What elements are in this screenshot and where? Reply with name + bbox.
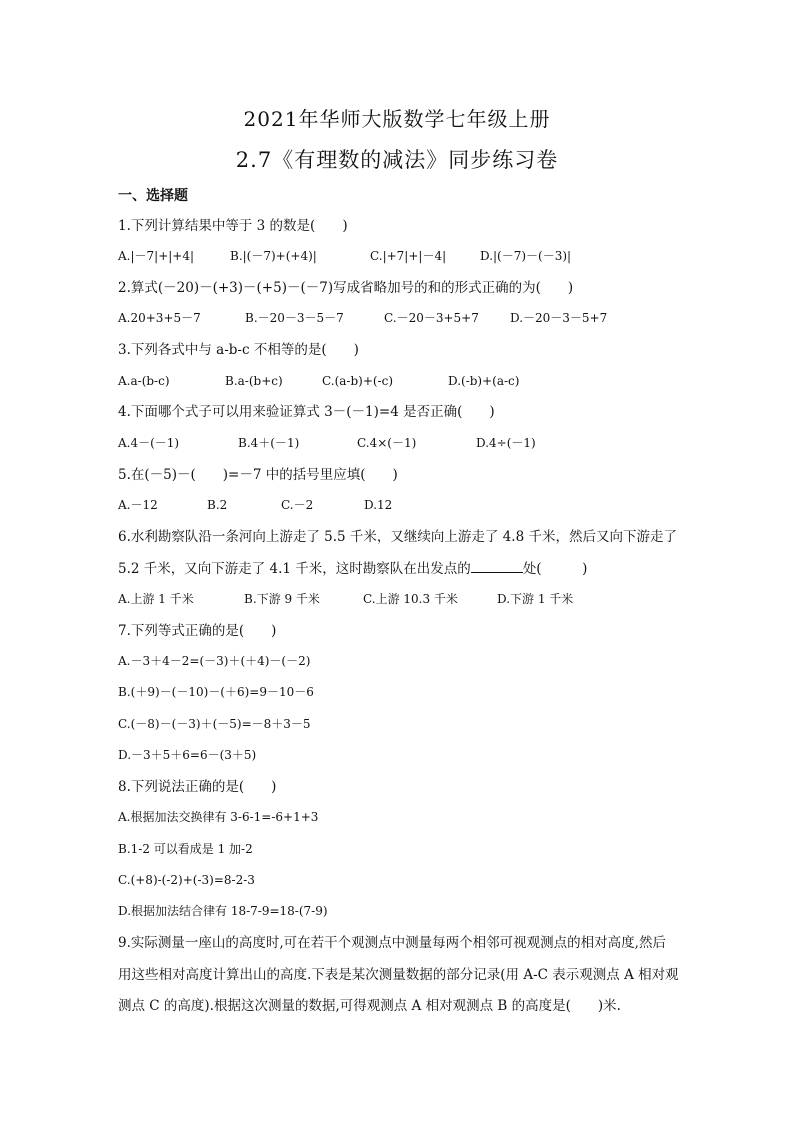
option-c: C.(a-b)+(-c) — [322, 374, 394, 388]
question-6-stem-line2 — [118, 560, 587, 578]
question-8-option-c: C.(+8)-(-2)+(-3)=8-2-3 — [118, 873, 255, 887]
question-2-stem: 2.算式(－20)－(+3)－(+5)－(－7)写成省略加号的和的形式正确的为( ) — [118, 280, 574, 296]
option-b: B.|(－7)+(+4)| — [230, 249, 317, 263]
question-8-option-a: A.根据加法交换律有 3-6-1=-6+1+3 — [118, 810, 319, 824]
option-a: A.|－7|+|+4| — [118, 249, 195, 263]
option-c: C.|+7|+|－4| — [370, 249, 447, 263]
option-a: A.20+3+5－7 — [118, 311, 201, 325]
question-8-option-b: B.1-2 可以看成是 1 加-2 — [118, 842, 253, 856]
document-title: 2021年华师大版数学七年级上册 — [243, 107, 551, 131]
question-7-option-a: A.－3＋4－2=(－3)＋(＋4)－(－2) — [118, 654, 311, 668]
option-d: D.－20－3－5+7 — [510, 311, 608, 325]
question-4-stem: 4.下面哪个式子可以用来验证算式 3－(－1)=4 是否正确( ) — [118, 404, 495, 420]
question-8-stem: 8.下列说法正确的是( ) — [118, 779, 277, 795]
question-6-stem-tail: 处( ) — [522, 561, 588, 577]
option-d: D.|(－7)－(－3)| — [480, 249, 572, 263]
question-7-stem: 7.下列等式正确的是( ) — [118, 623, 277, 639]
option-c: C.上游 10.3 千米 — [363, 592, 458, 606]
question-9-stem-line1: 9.实际测量一座山的高度时,可在若干个观测点中测量每两个相邻可视观测点的相对高度,然后 — [118, 935, 666, 951]
question-7-option-d: D.－3＋5＋6=6－(3＋5) — [118, 748, 257, 762]
question-7-option-b: B.(＋9)－(－10)－(＋6)=9－10－6 — [118, 685, 314, 699]
option-d: D.12 — [364, 498, 393, 512]
question-1-stem: 1.下列计算结果中等于 3 的数是( ) — [118, 218, 348, 234]
option-d: D.下游 1 千米 — [497, 592, 574, 606]
question-6-stem-line1: 6.水利勘察队沿一条河向上游走了 5.5 千米，又继续向上游走了 4.8 千米，然后又向下游走了 — [118, 529, 677, 545]
question-3-stem: 3.下列各式中与 a-b-c 不相等的是( ) — [118, 342, 359, 358]
option-c: C.4×(－1) — [357, 436, 417, 450]
document-subtitle: 2.7《有理数的减法》同步练习卷 — [235, 148, 559, 172]
option-b: B.4＋(－1) — [238, 436, 300, 450]
option-b: B.下游 9 千米 — [244, 592, 320, 606]
option-b: B.－20－3－5－7 — [245, 311, 344, 325]
option-b: B.2 — [207, 498, 228, 512]
section-heading: 一、选择题 — [118, 188, 188, 204]
option-a: A.－12 — [118, 498, 158, 512]
question-7-option-c: C.(－8)－(－3)＋(－5)=－8＋3－5 — [118, 717, 311, 731]
option-a: A.4－(－1) — [118, 436, 180, 450]
option-a: A.上游 1 千米 — [118, 592, 194, 606]
option-d: D.4÷(－1) — [476, 436, 536, 450]
question-5-stem: 5.在(－5)－( )=－7 中的括号里应填( ) — [118, 467, 398, 483]
question-8-option-d: D.根据加法结合律有 18-7-9=18-(7-9) — [118, 904, 328, 918]
option-d: D.(-b)+(a-c) — [448, 374, 520, 388]
option-a: A.a-(b-c) — [118, 374, 170, 388]
question-9-stem-line2: 用这些相对高度计算出山的高度.下表是某次测量数据的部分记录(用 A-C 表示观测点 A 相对观 — [118, 967, 679, 983]
option-c: C.－20－3+5+7 — [384, 311, 479, 325]
answer-blank — [471, 560, 523, 573]
question-9-stem-line3: 测点 C 的高度).根据这次测量的数据,可得观测点 A 相对观测点 B 的高度是( )米. — [118, 998, 621, 1014]
option-c: C.－2 — [281, 498, 314, 512]
option-b: B.a-(b+c) — [225, 374, 283, 388]
question-6-stem-text: 5.2 千米，又向下游走了 4.1 千米，这时勘察队在出发点的 — [118, 561, 471, 577]
